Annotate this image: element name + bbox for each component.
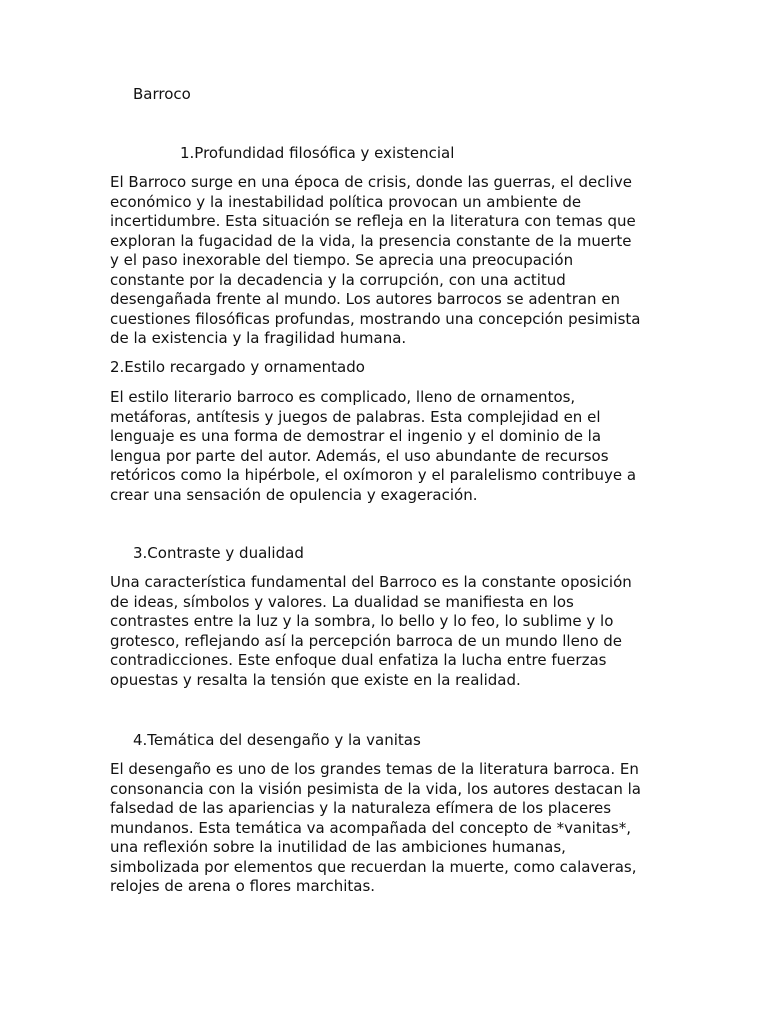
paragraph-line: Una característica fundamental del Barroco es la constante oposición — [110, 573, 632, 591]
document-title: Barroco — [133, 85, 191, 103]
paragraph-line: una reflexión sobre la inutilidad de las ambiciones humanas, — [110, 838, 566, 856]
paragraph-line: de ideas, símbolos y valores. La dualidad se manifiesta en los — [110, 592, 574, 611]
section-2-heading: 2.Estilo recargado y ornamentado — [110, 358, 365, 376]
paragraph-line: contradicciones. Este enfoque dual enfatiza la lucha entre fuerzas — [110, 651, 607, 669]
paragraph-line: retóricos como la hipérbole, el oxímoron y el paralelismo contribuye a — [110, 466, 637, 484]
section-4-heading: 4.Temática del desengaño y la vanitas — [133, 731, 421, 749]
section-3-paragraph — [110, 573, 670, 690]
paragraph-line: metáforas, antítesis y juegos de palabras. Esta complejidad en el — [110, 407, 601, 426]
section-1-paragraph — [110, 173, 670, 349]
paragraph-line: económico y la inestabilidad política provocan un ambiente de — [110, 192, 582, 211]
paragraph-line: El Barroco surge en una época de crisis, donde las guerras, el declive — [110, 173, 632, 191]
section-2-paragraph — [110, 388, 670, 505]
paragraph-line: incertidumbre. Esta situación se refleja en la literatura con temas que — [110, 212, 636, 230]
paragraph-line: grotesco, reflejando así la percepción barroca de un mundo lleno de — [110, 631, 623, 650]
paragraph-line: cuestiones filosóficas profundas, mostrando una concepción pesimista — [110, 309, 641, 328]
paragraph-line: falsedad de las apariencias y la naturaleza efímera de los placeres — [110, 799, 612, 817]
paragraph-line: y el paso inexorable del tiempo. Se aprecia una preocupación — [110, 251, 574, 269]
paragraph-line: crear una sensación de opulencia y exageración. — [110, 485, 478, 504]
paragraph-line: de la existencia y la fragilidad humana. — [110, 329, 407, 347]
section-4-paragraph — [110, 760, 670, 897]
paragraph-line: contrastes entre la luz y la sombra, lo bello y lo feo, lo sublime y lo — [110, 612, 614, 630]
paragraph-line: El estilo literario barroco es complicado, lleno de ornamentos, — [110, 388, 576, 406]
paragraph-line: consonancia con la visión pesimista de la vida, los autores destacan la — [110, 779, 641, 798]
paragraph-line: relojes de arena o flores marchitas. — [110, 877, 376, 895]
paragraph-line: El desengaño es uno de los grandes temas de la literatura barroca. En — [110, 760, 639, 778]
paragraph-line: lenguaje es una forma de demostrar el ingenio y el dominio de la — [110, 427, 602, 445]
paragraph-line: desengañada frente al mundo. Los autores barrocos se adentran en — [110, 290, 621, 308]
paragraph-line: simbolizada por elementos que recuerdan la muerte, como calaveras, — [110, 857, 637, 876]
section-3-heading: 3.Contraste y dualidad — [133, 544, 304, 562]
paragraph-line: opuestas y resalta la tensión que existe en la realidad. — [110, 670, 521, 689]
paragraph-line: lengua por parte del autor. Además, el uso abundante de recursos — [110, 446, 609, 465]
paragraph-line: mundanos. Esta temática va acompañada del concepto de *vanitas*, — [110, 818, 631, 837]
section-1-heading: 1.Profundidad filosófica y existencial — [180, 144, 455, 162]
paragraph-line: constante por la decadencia y la corrupción, con una actitud — [110, 270, 566, 289]
paragraph-line: exploran la fugacidad de la vida, la presencia constante de la muerte — [110, 231, 632, 250]
